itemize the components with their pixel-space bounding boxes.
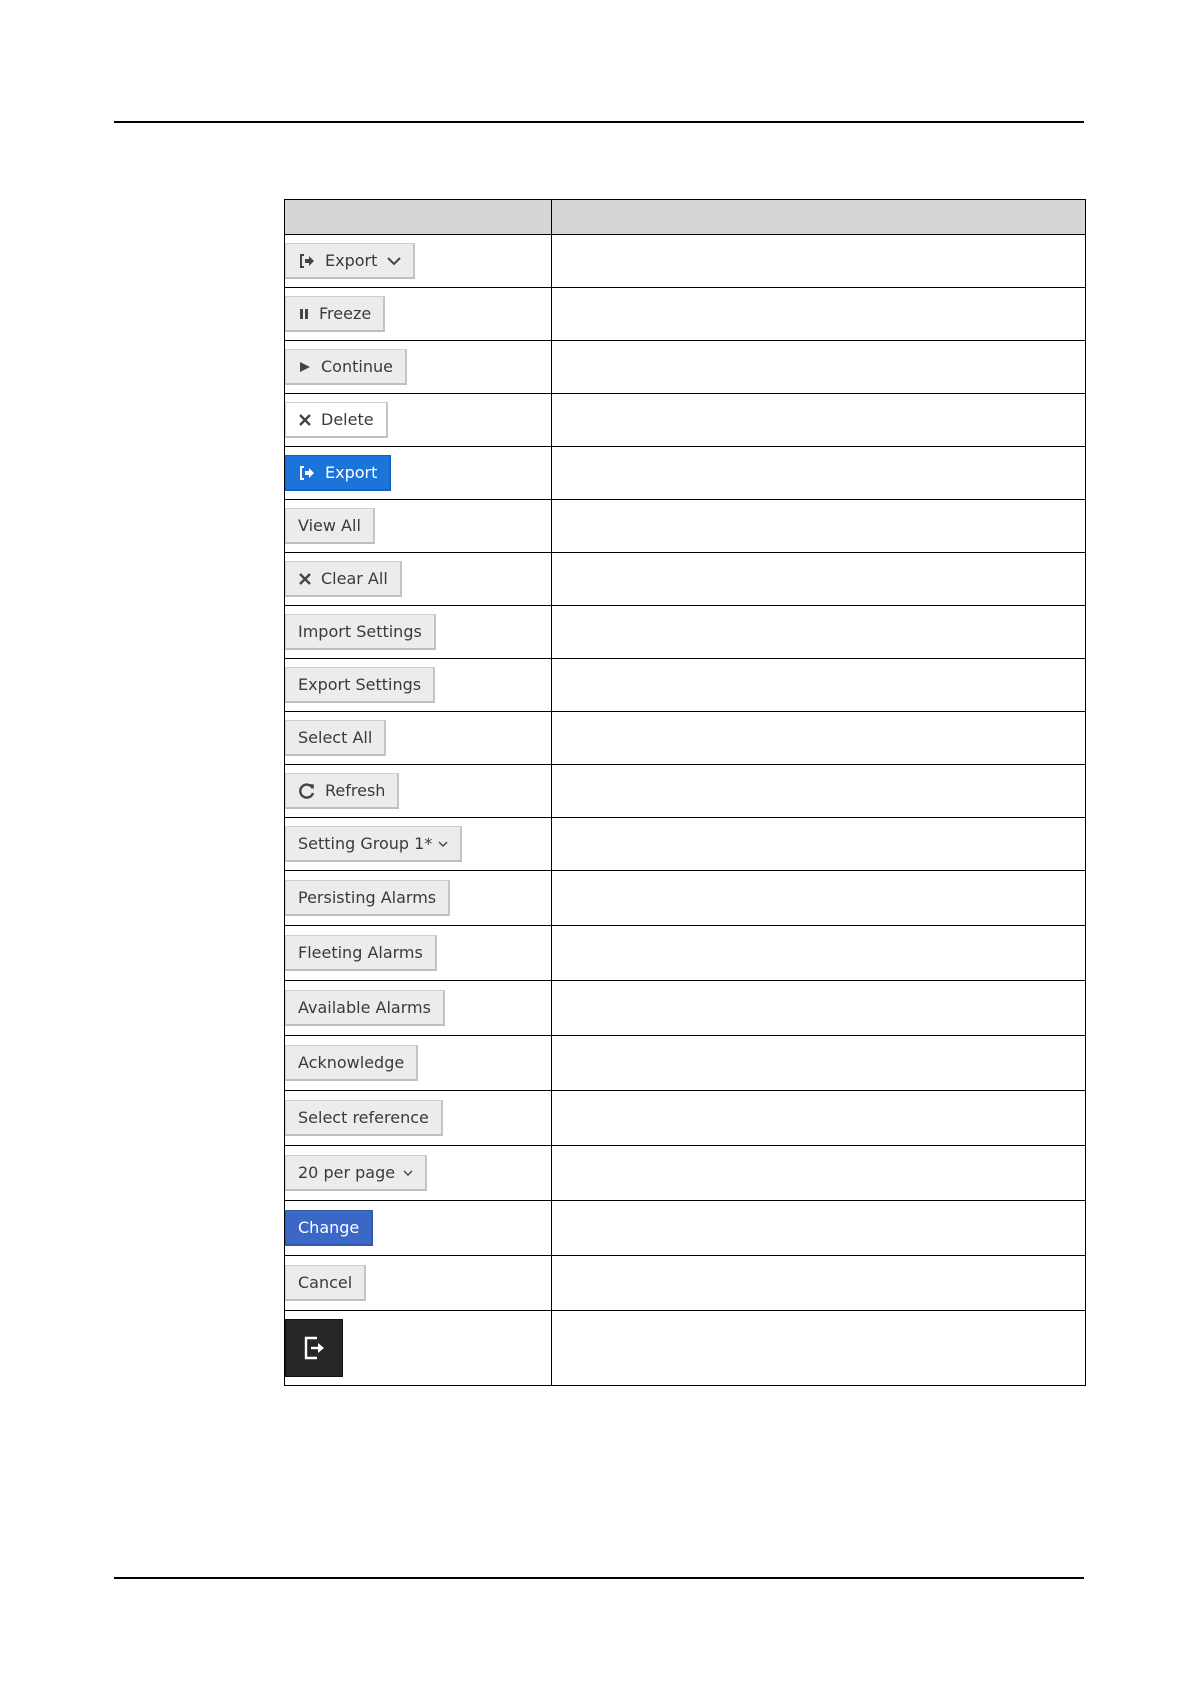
continue-label: Continue bbox=[321, 357, 393, 376]
chevron-down-icon bbox=[403, 1169, 413, 1177]
description-cell bbox=[552, 818, 1086, 871]
pause-icon bbox=[298, 307, 310, 321]
description-cell bbox=[552, 235, 1086, 288]
description-cell bbox=[552, 981, 1086, 1036]
table-row bbox=[285, 447, 1086, 500]
change-label: Change bbox=[298, 1218, 360, 1237]
acknowledge-button[interactable] bbox=[285, 1045, 418, 1081]
description-cell bbox=[552, 606, 1086, 659]
table-row bbox=[285, 981, 1086, 1036]
table-row bbox=[285, 1091, 1086, 1146]
table-row bbox=[285, 341, 1086, 394]
delete-button[interactable] bbox=[285, 402, 388, 438]
export-settings-label: Export Settings bbox=[298, 675, 422, 694]
delete-label: Delete bbox=[321, 410, 374, 429]
continue-button[interactable] bbox=[285, 349, 407, 385]
description-cell bbox=[552, 394, 1086, 447]
description-cell bbox=[552, 765, 1086, 818]
table-row bbox=[285, 818, 1086, 871]
select-reference-button[interactable] bbox=[285, 1100, 443, 1136]
button-cell bbox=[285, 553, 552, 606]
description-cell bbox=[552, 553, 1086, 606]
button-cell bbox=[285, 818, 552, 871]
import-settings-label: Import Settings bbox=[298, 622, 422, 641]
close-icon bbox=[298, 413, 312, 427]
table-header-row bbox=[285, 200, 1086, 235]
available-alarms-button[interactable] bbox=[285, 990, 445, 1026]
table-row bbox=[285, 926, 1086, 981]
description-cell bbox=[552, 1036, 1086, 1091]
button-cell bbox=[285, 606, 552, 659]
clear-all-label: Clear All bbox=[321, 569, 388, 588]
acknowledge-label: Acknowledge bbox=[298, 1053, 405, 1072]
button-cell bbox=[285, 1311, 552, 1386]
description-cell bbox=[552, 712, 1086, 765]
table-row bbox=[285, 712, 1086, 765]
description-cell bbox=[552, 288, 1086, 341]
change-button[interactable] bbox=[285, 1210, 373, 1246]
logout-icon bbox=[300, 1334, 328, 1362]
button-cell bbox=[285, 981, 552, 1036]
view-all-button[interactable] bbox=[285, 508, 375, 544]
button-cell bbox=[285, 1036, 552, 1091]
button-cell bbox=[285, 1256, 552, 1311]
button-cell bbox=[285, 447, 552, 500]
description-cell bbox=[552, 1091, 1086, 1146]
export-primary-button[interactable] bbox=[285, 455, 391, 491]
table-row bbox=[285, 1256, 1086, 1311]
select-all-label: Select All bbox=[298, 728, 373, 747]
import-settings-button[interactable] bbox=[285, 614, 436, 650]
table-row bbox=[285, 1201, 1086, 1256]
description-cell bbox=[552, 1311, 1086, 1386]
freeze-button[interactable] bbox=[285, 296, 385, 332]
persisting-alarms-button[interactable] bbox=[285, 880, 450, 916]
table-header-button bbox=[285, 200, 552, 235]
description-cell bbox=[552, 871, 1086, 926]
table-row bbox=[285, 235, 1086, 288]
button-cell bbox=[285, 926, 552, 981]
description-cell bbox=[552, 926, 1086, 981]
table-row bbox=[285, 288, 1086, 341]
table-row bbox=[285, 553, 1086, 606]
button-cell bbox=[285, 765, 552, 818]
refresh-button[interactable] bbox=[285, 773, 399, 809]
export-settings-button[interactable] bbox=[285, 667, 435, 703]
button-cell bbox=[285, 712, 552, 765]
table-row bbox=[285, 500, 1086, 553]
button-cell bbox=[285, 341, 552, 394]
setting-group-label: Setting Group 1* bbox=[298, 834, 433, 853]
table-header-description bbox=[552, 200, 1086, 235]
button-cell bbox=[285, 871, 552, 926]
table-row bbox=[285, 1036, 1086, 1091]
persisting-alarms-label: Persisting Alarms bbox=[298, 888, 437, 907]
select-all-button[interactable] bbox=[285, 720, 386, 756]
table-row bbox=[285, 1311, 1086, 1386]
description-cell bbox=[552, 1256, 1086, 1311]
export-icon bbox=[298, 465, 316, 481]
select-reference-label: Select reference bbox=[298, 1108, 429, 1127]
header-rule bbox=[114, 121, 1084, 123]
button-cell bbox=[285, 659, 552, 712]
table-row bbox=[285, 606, 1086, 659]
play-icon bbox=[298, 360, 312, 374]
close-icon bbox=[298, 572, 312, 586]
view-all-label: View All bbox=[298, 516, 361, 535]
cancel-button[interactable] bbox=[285, 1265, 366, 1301]
button-cell bbox=[285, 235, 552, 288]
export-dropdown-label: Export bbox=[325, 251, 378, 270]
button-cell bbox=[285, 394, 552, 447]
refresh-icon bbox=[298, 782, 316, 800]
button-cell bbox=[285, 1091, 552, 1146]
description-cell bbox=[552, 447, 1086, 500]
button-reference-table bbox=[284, 199, 1086, 1386]
freeze-label: Freeze bbox=[319, 304, 372, 323]
export-dropdown-button[interactable] bbox=[285, 243, 415, 279]
fleeting-alarms-button[interactable] bbox=[285, 935, 437, 971]
fleeting-alarms-label: Fleeting Alarms bbox=[298, 943, 423, 962]
footer-rule bbox=[114, 1577, 1084, 1579]
button-cell bbox=[285, 500, 552, 553]
table-row bbox=[285, 871, 1086, 926]
cancel-label: Cancel bbox=[298, 1273, 353, 1292]
description-cell bbox=[552, 659, 1086, 712]
table-row bbox=[285, 394, 1086, 447]
table-row bbox=[285, 765, 1086, 818]
per-page-label: 20 per page bbox=[298, 1163, 396, 1182]
refresh-label: Refresh bbox=[325, 781, 386, 800]
chevron-down-icon bbox=[438, 840, 448, 848]
export-primary-label: Export bbox=[325, 463, 378, 482]
logout-button[interactable] bbox=[285, 1319, 343, 1377]
button-cell bbox=[285, 1201, 552, 1256]
export-icon bbox=[298, 253, 316, 269]
available-alarms-label: Available Alarms bbox=[298, 998, 431, 1017]
description-cell bbox=[552, 500, 1086, 553]
button-cell bbox=[285, 1146, 552, 1201]
chevron-down-icon bbox=[387, 256, 401, 266]
table-row bbox=[285, 659, 1086, 712]
clear-all-button[interactable] bbox=[285, 561, 402, 597]
button-cell bbox=[285, 288, 552, 341]
table-row bbox=[285, 1146, 1086, 1201]
description-cell bbox=[552, 1146, 1086, 1201]
per-page-dropdown[interactable] bbox=[285, 1155, 427, 1191]
description-cell bbox=[552, 1201, 1086, 1256]
description-cell bbox=[552, 341, 1086, 394]
setting-group-dropdown[interactable] bbox=[285, 826, 462, 862]
